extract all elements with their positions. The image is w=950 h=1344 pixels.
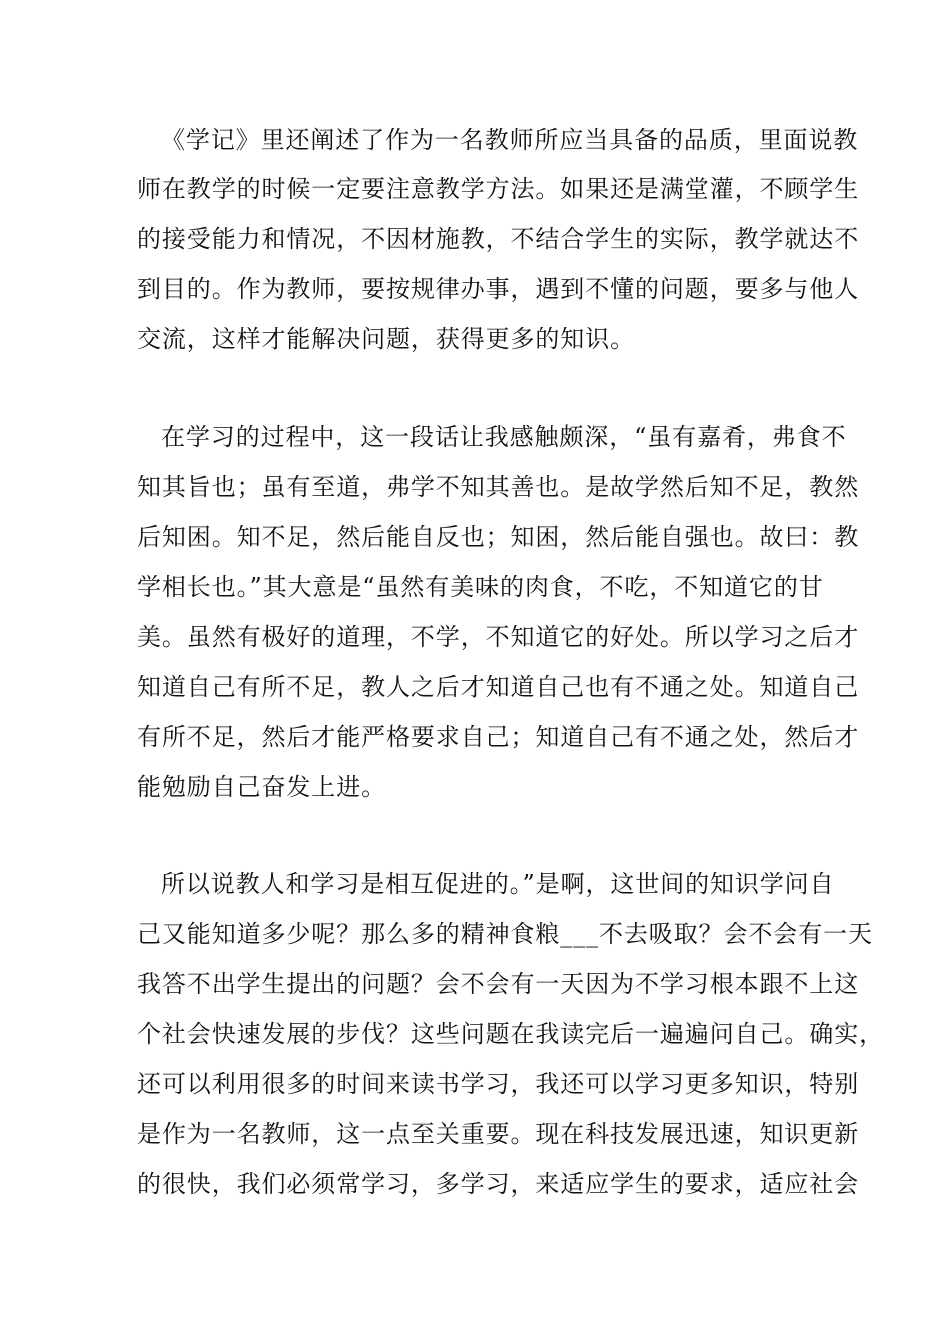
paragraph-2-line-7: 有所不足，然后才能严格要求自己；知道自己有不通之处，然后才 [137, 723, 860, 751]
paragraph-3-line-2: 己又能知道多少呢？那么多的精神食粮___不去吸取？会不会有一天 [137, 920, 873, 948]
paragraph-1-line-5: 交流，这样才能解决问题，获得更多的知识。 [137, 325, 635, 353]
paragraph-3-line-4: 个社会快速发展的步伐？这些问题在我读完后一遍遍问自己。确实， [137, 1020, 884, 1048]
paragraph-1-line-3: 的接受能力和情况，不因材施教，不结合学生的实际，教学就达不 [137, 225, 860, 253]
paragraph-3-line-5: 还可以利用很多的时间来读书学习，我还可以学习更多知识，特别 [137, 1070, 860, 1098]
paragraph-1-line-2: 师在教学的时候一定要注意教学方法。如果还是满堂灌，不顾学生 [137, 175, 860, 203]
paragraph-2-line-4: 学相长也。”其大意是“虽然有美味的肉食，不吃，不知道它的甘 [137, 573, 824, 601]
paragraph-2-line-2: 知其旨也；虽有至道，弗学不知其善也。是故学然后知不足，教然 [137, 473, 860, 501]
paragraph-3-line-3: 我答不出学生提出的问题？会不会有一天因为不学习根本跟不上这 [137, 970, 860, 998]
paragraph-3-line-7: 的很快，我们必须常学习，多学习，来适应学生的要求，适应社会 [137, 1170, 860, 1198]
paragraph-3-line-1: 所以说教人和学习是相互促进的。”是啊，这世间的知识学问自 [161, 870, 835, 898]
paragraph-2-line-8: 能勉励自己奋发上进。 [137, 773, 386, 801]
paragraph-2-line-6: 知道自己有所不足，教人之后才知道自己也有不通之处。知道自己 [137, 673, 860, 701]
paragraph-2-line-1: 在学习的过程中，这一段话让我感触颇深，“虽有嘉肴，弗食不 [161, 423, 847, 451]
paragraph-2-line-3: 后知困。知不足，然后能自反也；知困，然后能自强也。故曰：教 [137, 523, 860, 551]
paragraph-3-line-6: 是作为一名教师，这一点至关重要。现在科技发展迅速，知识更新 [137, 1120, 860, 1148]
paragraph-1-line-1: 《学记》里还阐述了作为一名教师所应当具备的品质，里面说教 [161, 126, 859, 154]
paragraph-2-line-5: 美。虽然有极好的道理，不学，不知道它的好处。所以学习之后才 [137, 623, 860, 651]
paragraph-1-line-4: 到目的。作为教师，要按规律办事，遇到不懂的问题，要多与他人 [137, 275, 860, 303]
